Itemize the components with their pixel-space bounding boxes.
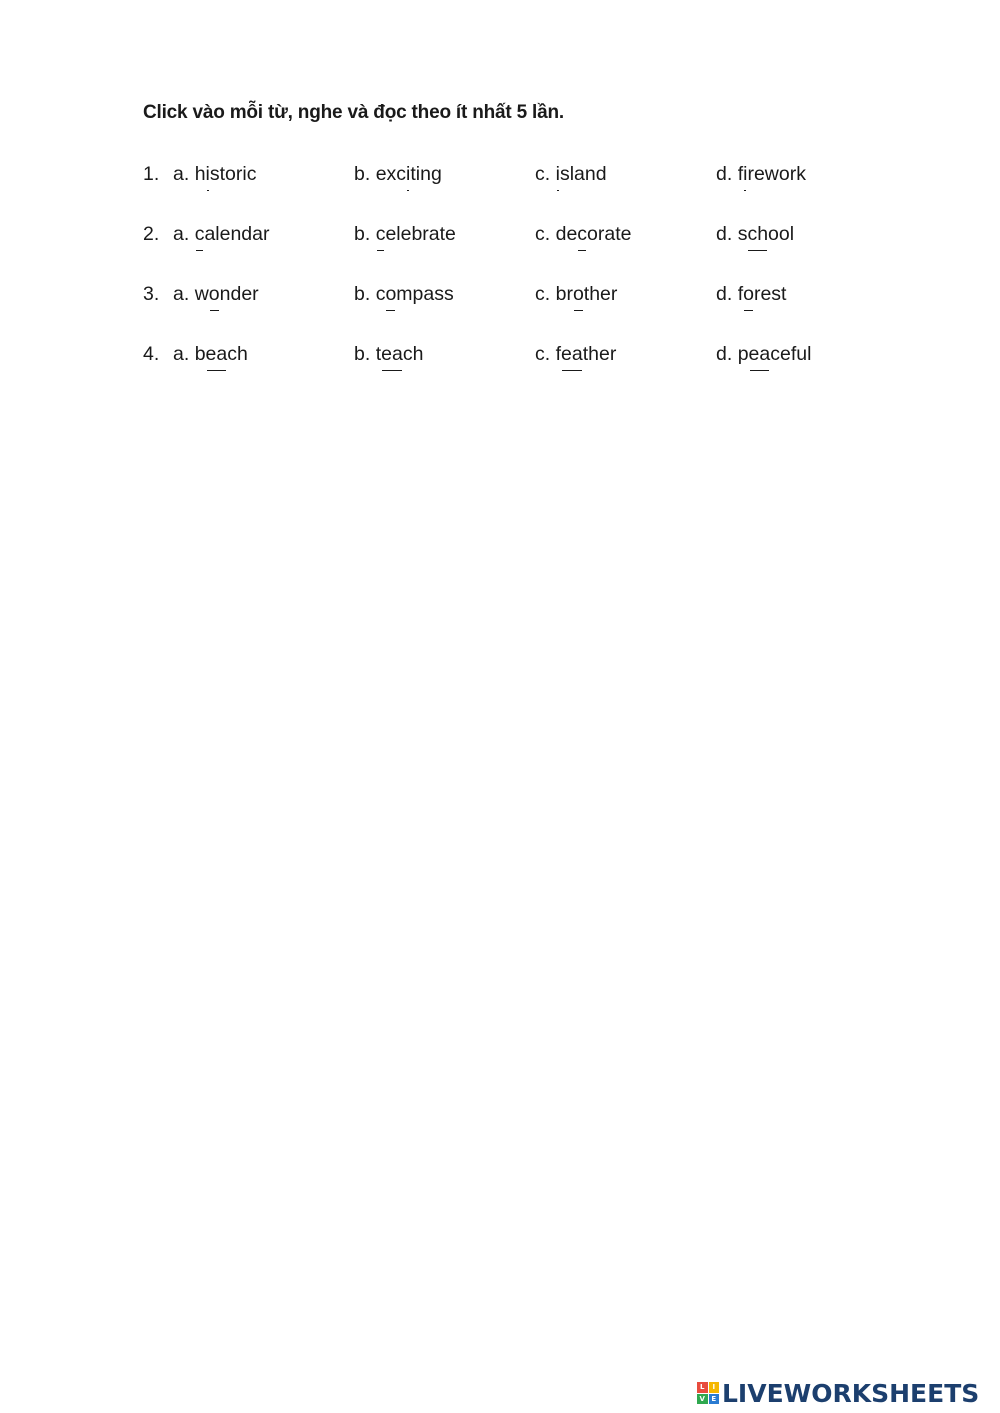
highlighted-letters: c: [375, 223, 386, 245]
option-2a[interactable]: a. calendar: [173, 223, 270, 245]
option-1c[interactable]: c. island: [535, 163, 607, 185]
option-3b[interactable]: b. compass: [354, 283, 454, 305]
highlighted-letters: o: [572, 283, 584, 305]
question-number: 3.: [143, 283, 160, 305]
instruction-text: Click vào mỗi từ, nghe và đọc theo ít nhất 5 lần.: [143, 102, 564, 123]
highlighted-letters: c: [194, 223, 205, 245]
highlighted-letters: i: [555, 163, 560, 185]
question-number: 1.: [143, 163, 160, 185]
option-2c[interactable]: c. decorate: [535, 223, 632, 245]
highlighted-letters: i: [743, 163, 748, 185]
logo-mark-icon: [697, 1382, 719, 1404]
highlighted-letters: c: [577, 223, 588, 245]
logo-mark-tile: E: [709, 1394, 720, 1405]
question-row-2: [143, 223, 903, 251]
option-4a[interactable]: a. beach: [173, 343, 248, 365]
option-4d[interactable]: d. peaceful: [716, 343, 812, 365]
logo-mark-tile: V: [697, 1394, 708, 1405]
option-4b[interactable]: b. teach: [354, 343, 424, 365]
option-1b[interactable]: b. exciting: [354, 163, 442, 185]
liveworksheets-logo: [697, 1378, 979, 1408]
highlighted-letters: o: [208, 283, 220, 305]
highlighted-letters: ea: [561, 343, 583, 365]
question-row-4: [143, 343, 903, 371]
option-1a[interactable]: a. historic: [173, 163, 257, 185]
question-row-1: [143, 163, 903, 191]
highlighted-letters: ch: [747, 223, 769, 245]
question-number: 2.: [143, 223, 160, 245]
highlighted-letters: ea: [748, 343, 771, 365]
option-4c[interactable]: c. feather: [535, 343, 617, 365]
option-2d[interactable]: d. school: [716, 223, 795, 245]
option-3c[interactable]: c. brother: [535, 283, 618, 305]
highlighted-letters: ea: [205, 343, 228, 365]
option-3d[interactable]: d. forest: [716, 283, 787, 305]
highlighted-letters: o: [743, 283, 754, 305]
highlighted-letters: ea: [381, 343, 403, 365]
option-3a[interactable]: a. wonder: [173, 283, 259, 305]
highlighted-letters: i: [205, 163, 210, 185]
logo-mark-tile: I: [709, 1382, 720, 1393]
question-number: 4.: [143, 343, 160, 365]
logo-mark-tile: L: [697, 1382, 708, 1393]
highlighted-letters: o: [385, 283, 397, 305]
logo-text: LIVEWORKSHEETS: [722, 1378, 980, 1408]
question-row-3: [143, 283, 903, 311]
option-1d[interactable]: d. firework: [716, 163, 806, 185]
highlighted-letters: i: [406, 163, 411, 185]
option-2b[interactable]: b. celebrate: [354, 223, 456, 245]
